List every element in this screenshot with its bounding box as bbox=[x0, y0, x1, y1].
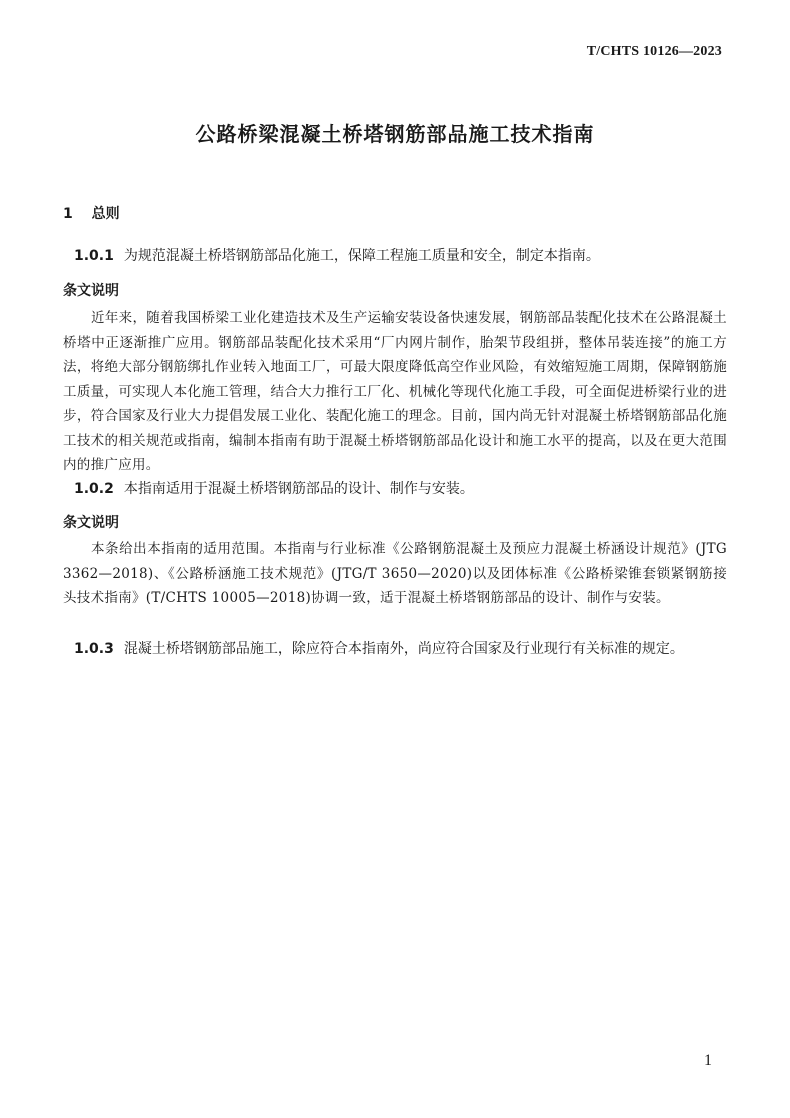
explanation-text: 近年来，随着我国桥梁工业化建造技术及生产运输安装设备快速发展，钢筋部品装配化技术在公路混凝土桥塔中正逐渐推广应用。钢筋部品装配化技术采用“厂内网片制作，胎架节段组拼，整体吊装连接”的施工方法，将绝大部分钢筋绑扎作业转入地面工厂，可最大限度降低高空作业风险，有效缩短施工周期，保障钢筋施工质量，可实现人本化施工管理，结合大力推行工厂化、机械化等现代化施工手段，可全面促进桥梁行业的进步，符合国家及行业大力提倡发展工业化、装配化施工的理念。目前，国内尚无针对混凝土桥塔钢筋部品化施工技术的相关规范或指南，编制本指南有助于混凝土桥塔钢筋部品化设计和施工水平的提高，以及在更大范围内的推广应用。 bbox=[63, 310, 727, 473]
standard-code: T/CHTS 10126—2023 bbox=[586, 44, 722, 59]
clause-text: 为规范混凝土桥塔钢筋部品化施工，保障工程施工质量和安全，制定本指南。 bbox=[123, 248, 600, 264]
clause-text: 混凝土桥塔钢筋部品施工，除应符合本指南外，尚应符合国家及行业现行有关标准的规定。 bbox=[123, 641, 684, 657]
clause-number: 1.0.2 bbox=[74, 481, 114, 497]
explanation-label: 条文说明 bbox=[63, 283, 119, 299]
clause-1-0-1 bbox=[74, 244, 734, 268]
chapter-heading bbox=[63, 203, 120, 223]
document-title: 公路桥梁混凝土桥塔钢筋部品施工技术指南 bbox=[195, 122, 595, 146]
clause-number: 1.0.3 bbox=[74, 641, 114, 657]
explanation-label: 条文说明 bbox=[63, 515, 119, 531]
explanation-text: 本条给出本指南的适用范围。本指南与行业标准《公路钢筋混凝土及预应力混凝土桥涵设计规范》(JTG 3362—2018)、《公路桥涵施工技术规范》(JTG/T 3650—2020)以及团体标准《公路桥梁锥套锁紧钢筋接头技术指南》(T/CHTS 10005—2018)协调一致，适于混凝土桥塔钢筋部品的设计、制作与安装。 bbox=[63, 541, 727, 606]
chapter-title: 总则 bbox=[91, 206, 120, 222]
chapter-number: 1 bbox=[63, 206, 73, 222]
clause-1-0-2 bbox=[74, 477, 734, 501]
page-number: 1 bbox=[704, 1052, 712, 1069]
clause-1-0-3 bbox=[74, 637, 734, 661]
clause-number: 1.0.1 bbox=[74, 248, 114, 264]
clause-text: 本指南适用于混凝土桥塔钢筋部品的设计、制作与安装。 bbox=[123, 481, 474, 497]
